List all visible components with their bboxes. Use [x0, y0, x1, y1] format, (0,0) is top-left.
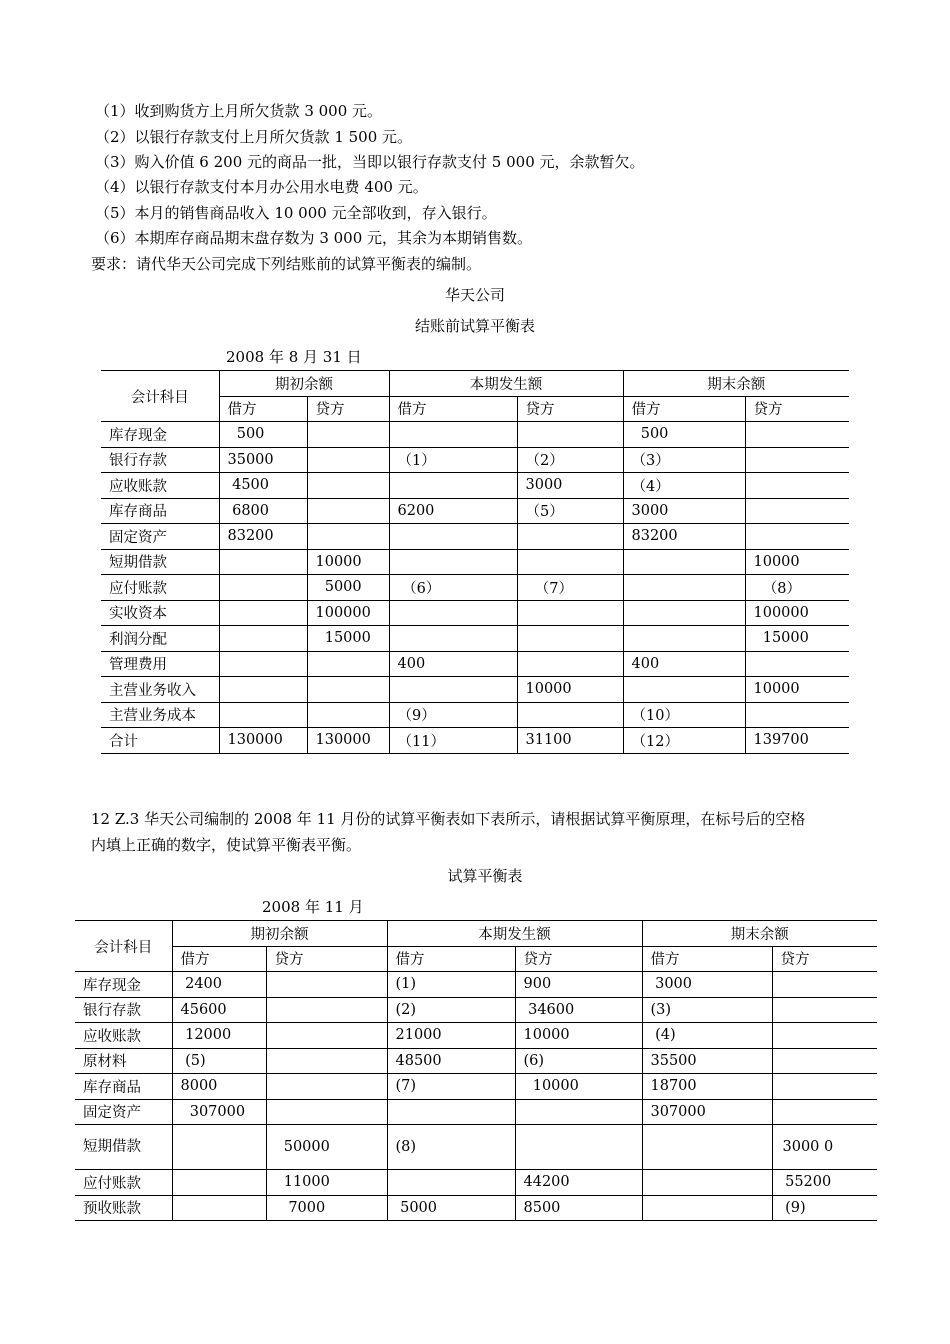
account-name-cell: 库存商品 [101, 498, 219, 524]
table2-header-debit: 借方 [387, 946, 515, 972]
amount-cell [642, 1125, 772, 1170]
table-row [101, 524, 849, 550]
amount-cell [745, 422, 849, 448]
amount-cell: 3000 0 [772, 1125, 877, 1170]
amount-cell [517, 651, 623, 677]
table-row [101, 600, 849, 626]
amount-cell [642, 1170, 772, 1196]
amount-cell: 3000 [623, 498, 745, 524]
amount-cell [219, 651, 307, 677]
intro-line-2: （2）以银行存款支付上月所欠货款 1 500 元。 [95, 128, 413, 146]
amount-cell [219, 626, 307, 652]
amount-cell: 48500 [387, 1048, 515, 1074]
amount-cell: （4） [623, 473, 745, 499]
amount-cell: 4500 [219, 473, 307, 499]
amount-cell: （6） [389, 575, 517, 601]
amount-cell [772, 1074, 877, 1100]
amount-cell: （9） [389, 702, 517, 728]
amount-cell: (1) [387, 972, 515, 998]
account-name-cell: 银行存款 [75, 997, 172, 1023]
amount-cell: 307000 [172, 1099, 266, 1125]
amount-cell: (2) [387, 997, 515, 1023]
account-name-cell: 库存现金 [75, 972, 172, 998]
table-row [75, 1048, 877, 1074]
amount-cell: （10） [623, 702, 745, 728]
amount-cell: 35000 [219, 447, 307, 473]
question2-line-1: 12 Z.3 华天公司编制的 2008 年 11 月份的试算平衡表如下表所示，请根据试算平衡原理，在标号后的空格 [91, 810, 806, 828]
account-name-cell: 主营业务成本 [101, 702, 219, 728]
table1-header-credit: 贷方 [745, 396, 849, 422]
amount-cell: 900 [515, 972, 642, 998]
intro-line-3: （3）购入价值 6 200 元的商品一批，当即以银行存款支付 5 000 元，余款暂欠。 [95, 153, 645, 171]
amount-cell [517, 702, 623, 728]
account-name-cell: 合计 [101, 728, 219, 754]
intro-line-5: （5）本月的销售商品收入 10 000 元全部收到，存入银行。 [95, 204, 497, 222]
amount-cell [307, 651, 389, 677]
amount-cell [745, 524, 849, 550]
amount-cell: 83200 [623, 524, 745, 550]
amount-cell [623, 626, 745, 652]
amount-cell: 139700 [745, 728, 849, 754]
table2-header-row [75, 921, 877, 947]
amount-cell [517, 524, 623, 550]
company-name: 华天公司 [444, 286, 505, 304]
table-row [101, 473, 849, 499]
table1-header-credit: 贷方 [307, 396, 389, 422]
amount-cell: （7） [517, 575, 623, 601]
table2-header-debit: 借方 [172, 946, 266, 972]
amount-cell [266, 972, 387, 998]
table1-header-current: 本期发生额 [389, 371, 623, 397]
amount-cell: 44200 [515, 1170, 642, 1196]
amount-cell [517, 600, 623, 626]
account-name-cell: 主营业务收入 [101, 677, 219, 703]
amount-cell [642, 1195, 772, 1221]
amount-cell: 130000 [307, 728, 389, 754]
amount-cell: 130000 [219, 728, 307, 754]
amount-cell: 34600 [515, 997, 642, 1023]
amount-cell: 45600 [172, 997, 266, 1023]
amount-cell [517, 626, 623, 652]
account-name-cell: 短期借款 [75, 1125, 172, 1170]
amount-cell [219, 575, 307, 601]
amount-cell: 10000 [517, 677, 623, 703]
table1-header-account: 会计科目 [101, 371, 219, 422]
amount-cell [623, 600, 745, 626]
table-row [75, 972, 877, 998]
account-name-cell: 利润分配 [101, 626, 219, 652]
amount-cell [307, 677, 389, 703]
amount-cell: 10000 [745, 549, 849, 575]
amount-cell: 12000 [172, 1023, 266, 1049]
table-row [101, 651, 849, 677]
table-row [75, 1195, 877, 1221]
table2-date: 2008 年 11 月 [262, 898, 364, 916]
account-name-cell: 固定资产 [75, 1099, 172, 1125]
table1-header-opening: 期初余额 [219, 371, 389, 397]
amount-cell [266, 1099, 387, 1125]
table2-header-credit: 贷方 [266, 946, 387, 972]
account-name-cell: 应付账款 [101, 575, 219, 601]
trial-balance-table-2 [75, 920, 877, 1221]
amount-cell [219, 702, 307, 728]
table-row [101, 498, 849, 524]
table-row [101, 702, 849, 728]
amount-cell [389, 677, 517, 703]
amount-cell [517, 422, 623, 448]
amount-cell: （8） [745, 575, 849, 601]
amount-cell [266, 1074, 387, 1100]
amount-cell [387, 1170, 515, 1196]
amount-cell: 15000 [307, 626, 389, 652]
question2-line-2: 内填上正确的数字，使试算平衡表平衡。 [91, 836, 362, 854]
amount-cell [623, 575, 745, 601]
amount-cell [172, 1125, 266, 1170]
table2-title: 试算平衡表 [447, 867, 523, 885]
amount-cell: (4) [642, 1023, 772, 1049]
amount-cell [307, 447, 389, 473]
intro-line-6: （6）本期库存商品期末盘存数为 3 000 元，其余为本期销售数。 [95, 229, 533, 247]
amount-cell [307, 524, 389, 550]
amount-cell: (6) [515, 1048, 642, 1074]
amount-cell [515, 1125, 642, 1170]
table-row [75, 1099, 877, 1125]
account-name-cell: 管理费用 [101, 651, 219, 677]
amount-cell: （3） [623, 447, 745, 473]
account-name-cell: 库存现金 [101, 422, 219, 448]
account-name-cell: 库存商品 [75, 1074, 172, 1100]
table-row [75, 1023, 877, 1049]
amount-cell: 31100 [517, 728, 623, 754]
amount-cell: (8) [387, 1125, 515, 1170]
table1-title: 结账前试算平衡表 [414, 317, 535, 335]
amount-cell [389, 626, 517, 652]
requirement-text: 要求：请代华天公司完成下列结账前的试算平衡表的编制。 [91, 255, 482, 273]
table-row [101, 728, 849, 754]
amount-cell: 100000 [745, 600, 849, 626]
table1-header-row [101, 371, 849, 397]
amount-cell [307, 702, 389, 728]
amount-cell: 83200 [219, 524, 307, 550]
amount-cell [307, 498, 389, 524]
account-name-cell: 固定资产 [101, 524, 219, 550]
amount-cell [772, 1048, 877, 1074]
amount-cell: （2） [517, 447, 623, 473]
table2-header-credit: 贷方 [772, 946, 877, 972]
amount-cell: 5000 [387, 1195, 515, 1221]
amount-cell: 6800 [219, 498, 307, 524]
trial-balance-table-1 [101, 370, 849, 754]
amount-cell [389, 422, 517, 448]
amount-cell [772, 1023, 877, 1049]
amount-cell: 10000 [745, 677, 849, 703]
table2-header-credit: 贷方 [515, 946, 642, 972]
amount-cell: 2400 [172, 972, 266, 998]
amount-cell: 100000 [307, 600, 389, 626]
amount-cell [745, 651, 849, 677]
table-row [75, 1074, 877, 1100]
amount-cell: 8500 [515, 1195, 642, 1221]
amount-cell: 18700 [642, 1074, 772, 1100]
account-name-cell: 应收账款 [101, 473, 219, 499]
table-row [101, 677, 849, 703]
account-name-cell: 实收资本 [101, 600, 219, 626]
amount-cell [515, 1099, 642, 1125]
amount-cell: 3000 [517, 473, 623, 499]
amount-cell [389, 600, 517, 626]
amount-cell: 50000 [266, 1125, 387, 1170]
amount-cell: 7000 [266, 1195, 387, 1221]
amount-cell: （1） [389, 447, 517, 473]
amount-cell: （11） [389, 728, 517, 754]
amount-cell: 307000 [642, 1099, 772, 1125]
amount-cell: 10000 [515, 1023, 642, 1049]
amount-cell [517, 549, 623, 575]
account-name-cell: 应收账款 [75, 1023, 172, 1049]
amount-cell [389, 473, 517, 499]
table2-header-closing: 期末余额 [642, 921, 877, 947]
table2-header-account: 会计科目 [75, 921, 172, 972]
intro-line-4: （4）以银行存款支付本月办公用水电费 400 元。 [95, 178, 428, 196]
table-row [101, 422, 849, 448]
amount-cell [387, 1099, 515, 1125]
amount-cell: (7) [387, 1074, 515, 1100]
table1-date: 2008 年 8 月 31 日 [226, 348, 362, 366]
amount-cell [307, 473, 389, 499]
amount-cell [266, 997, 387, 1023]
table-row [75, 997, 877, 1023]
amount-cell [623, 677, 745, 703]
table1-header-closing: 期末余额 [623, 371, 849, 397]
amount-cell [745, 702, 849, 728]
table-row [101, 447, 849, 473]
account-name-cell: 原材料 [75, 1048, 172, 1074]
table-row [75, 1125, 877, 1170]
amount-cell: 500 [219, 422, 307, 448]
account-name-cell: 短期借款 [101, 549, 219, 575]
table2-header-debit: 借方 [642, 946, 772, 972]
amount-cell [219, 600, 307, 626]
amount-cell: 15000 [745, 626, 849, 652]
amount-cell [772, 997, 877, 1023]
table-row [101, 626, 849, 652]
amount-cell: 10000 [307, 549, 389, 575]
table1-header-debit: 借方 [219, 396, 307, 422]
table1-header-debit: 借方 [389, 396, 517, 422]
amount-cell [772, 1099, 877, 1125]
table2-subheader-row [75, 946, 877, 972]
amount-cell: 8000 [172, 1074, 266, 1100]
amount-cell [172, 1195, 266, 1221]
amount-cell: （5） [517, 498, 623, 524]
amount-cell [745, 447, 849, 473]
amount-cell [266, 1023, 387, 1049]
amount-cell: 400 [623, 651, 745, 677]
table2-header-current: 本期发生额 [387, 921, 642, 947]
table-row [101, 549, 849, 575]
amount-cell [219, 677, 307, 703]
account-name-cell: 银行存款 [101, 447, 219, 473]
table1-header-credit: 贷方 [517, 396, 623, 422]
table-row [75, 1170, 877, 1196]
amount-cell [266, 1048, 387, 1074]
amount-cell [219, 549, 307, 575]
amount-cell [745, 473, 849, 499]
amount-cell [623, 549, 745, 575]
amount-cell: （12） [623, 728, 745, 754]
table1-header-debit: 借方 [623, 396, 745, 422]
amount-cell [772, 972, 877, 998]
account-name-cell: 应付账款 [75, 1170, 172, 1196]
intro-line-1: （1）收到购货方上月所欠货款 3 000 元。 [95, 102, 383, 120]
amount-cell: (5) [172, 1048, 266, 1074]
amount-cell: 35500 [642, 1048, 772, 1074]
amount-cell: 400 [389, 651, 517, 677]
amount-cell [389, 524, 517, 550]
amount-cell: (3) [642, 997, 772, 1023]
amount-cell [389, 549, 517, 575]
table2-header-opening: 期初余额 [172, 921, 387, 947]
table-row [101, 575, 849, 601]
account-name-cell: 预收账款 [75, 1195, 172, 1221]
amount-cell: (9) [772, 1195, 877, 1221]
amount-cell: 11000 [266, 1170, 387, 1196]
amount-cell [172, 1170, 266, 1196]
amount-cell: 6200 [389, 498, 517, 524]
amount-cell: 10000 [515, 1074, 642, 1100]
amount-cell [307, 422, 389, 448]
amount-cell: 500 [623, 422, 745, 448]
amount-cell: 21000 [387, 1023, 515, 1049]
amount-cell: 5000 [307, 575, 389, 601]
amount-cell: 3000 [642, 972, 772, 998]
amount-cell: 55200 [772, 1170, 877, 1196]
amount-cell [745, 498, 849, 524]
